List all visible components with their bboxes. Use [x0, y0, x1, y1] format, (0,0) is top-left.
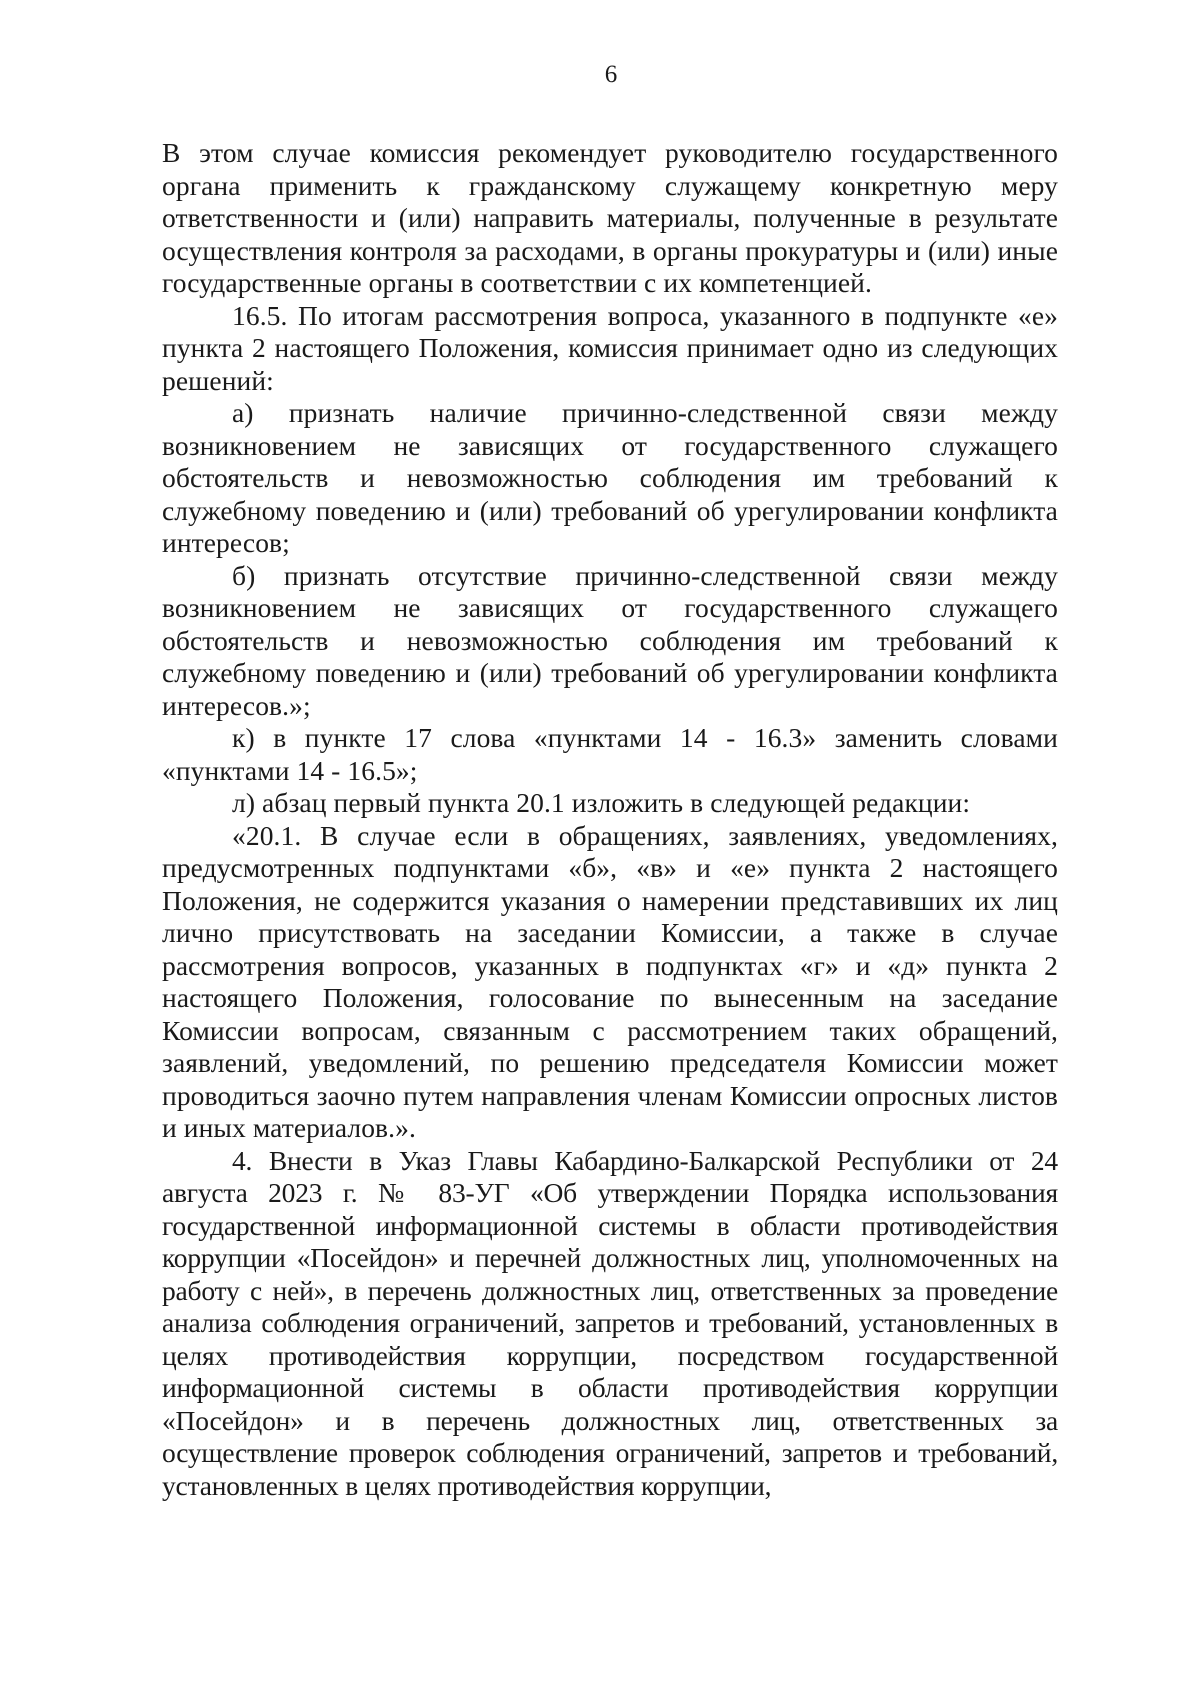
paragraph-16-5: 16.5. По итогам рассмотрения вопроса, указанного в подпункте «е» пункта 2 настоящего Положения, комиссия принимает одно из следующих решений: [162, 299, 1058, 396]
paragraph-amendment-k: к) в пункте 17 слова «пунктами 14 - 16.3» заменить словами «пунктами 14 - 16.5»; [162, 722, 1058, 786]
paragraph-item-4: 4. Внести в Указ Главы Кабардино-Балкарской Республики от 24 августа 2023 г. № 83-УГ «Об утверждении Порядка использования государственной информационной системы в области противодействия коррупции «Посейдон» и перечней должностных лиц, уполномоченных на работу с ней», в перечень должностных лиц, ответственных за проведение анализа соблюдения ограничений, запретов и требований, установленных в целях противодействия коррупции, посредством государственной информационной системы в области противодействия коррупции «Посейдон» и в перечень должностных лиц, ответственных за осуществление проверок соблюдения ограничений, запретов и требований, установленных в целях противодействия коррупции, [162, 1144, 1058, 1501]
document-body [162, 137, 1058, 1502]
paragraph-amendment-l: л) абзац первый пункта 20.1 изложить в следующей редакции: [232, 787, 971, 818]
paragraph-decision-a: а) признать наличие причинно-следственной связи между возникновением не зависящих от государственного служащего обстоятельств и невозможностью соблюдения им требований к служебному поведению и (или) требований об урегулировании конфликта интересов; [162, 397, 1058, 558]
paragraph-decision-b: б) признать отсутствие причинно-следственной связи между возникновением не зависящих от государственного служащего обстоятельств и невозможностью соблюдения им требований к служебному поведению и (или) требований об урегулировании конфликта интересов.»; [162, 559, 1058, 721]
paragraph-20-1: «20.1. В случае если в обращениях, заявлениях, уведомлениях, предусмотренных подпунктами «б», «в» и «е» пункта 2 настоящего Положения, не содержится указания о намерении представивших их лиц лично присутствовать на заседании Комиссии, а также в случае рассмотрения вопросов, указанных в подпунктах «г» и «д» пункта 2 настоящего Положения, голосование по вынесенным на заседание Комиссии вопросам, связанным с рассмотрением таких обращений, заявлений, уведомлений, по решению председателя Комиссии может проводиться заочно путем направления членам Комиссии опросных листов и иных материалов.». [162, 819, 1058, 1143]
paragraph-commission-recommendation: В этом случае комиссия рекомендует руководителю государственного органа применить к гражданскому служащему конкретную меру ответственности и (или) направить материалы, полученные в результате осуществления контроля за расходами, в органы прокуратуры и (или) иные государственные органы в соответствии с их компетенцией. [162, 137, 1058, 298]
page-number: 6 [604, 61, 618, 88]
